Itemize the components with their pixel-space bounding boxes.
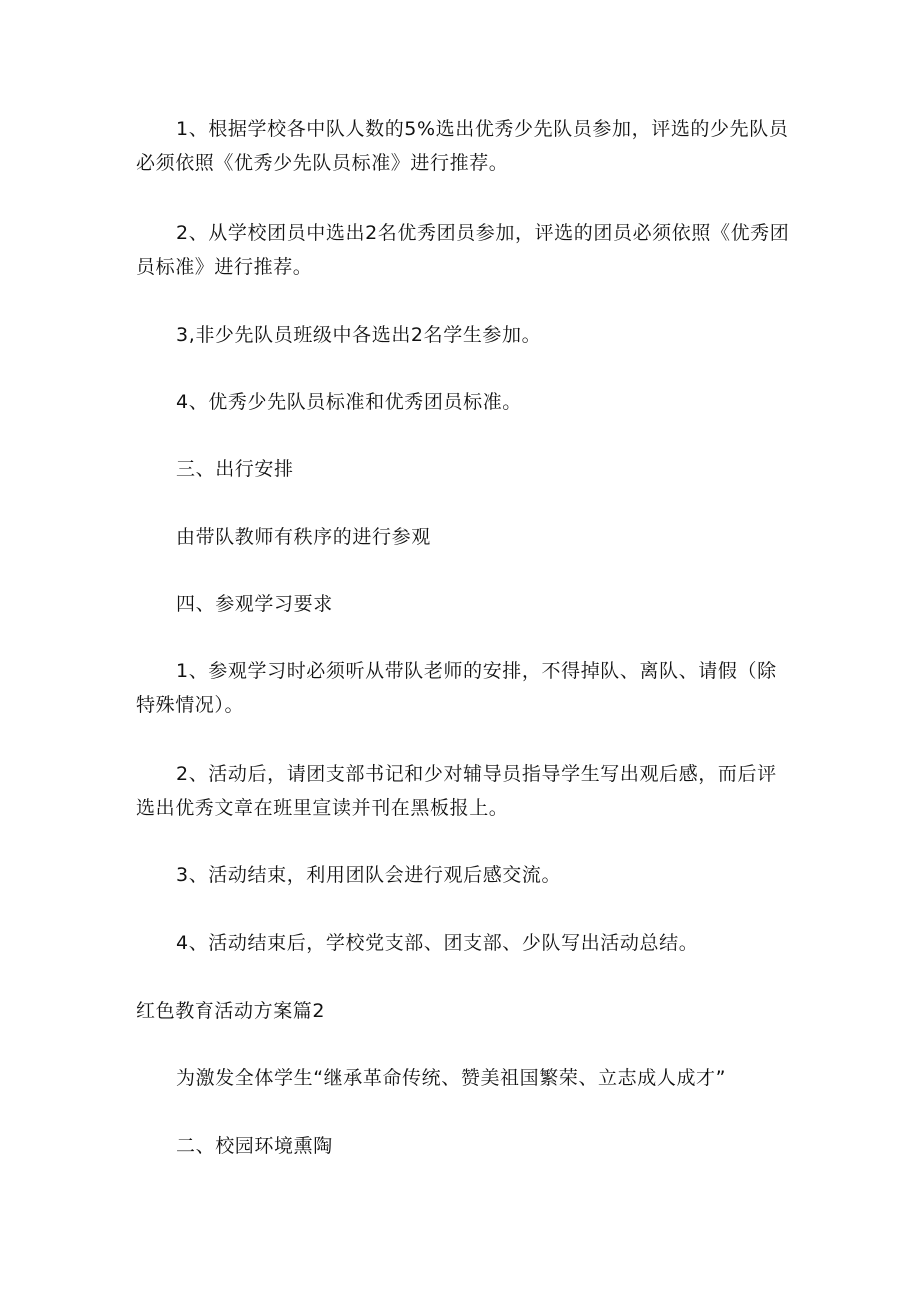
article-title: 红色教育活动方案篇2	[136, 1000, 326, 1022]
section-heading-travel: 三、出行安排	[176, 458, 294, 480]
paragraph-selection-rule-2: 2、从学校团员中选出2名优秀团员参加，评选的团员必须依照《优秀团员标准》进行推荐。	[136, 222, 790, 278]
paragraph-purpose: 为激发全体学生“继承革命传统、赞美祖国繁荣、立志成人成才”	[176, 1067, 727, 1089]
paragraph-travel-arrangement: 由带队教师有秩序的进行参观	[176, 526, 431, 548]
paragraph-requirement-3: 3、活动结束，利用团队会进行观后感交流。	[176, 864, 562, 886]
section-heading-campus: 二、校园环境熏陶	[176, 1135, 333, 1157]
paragraph-requirement-1: 1、参观学习时必须听从带队老师的安排，不得掉队、离队、请假（除特殊情况）。	[136, 660, 777, 716]
paragraph-selection-rule-4: 4、优秀少先队员标准和优秀团员标准。	[176, 391, 522, 413]
paragraph-requirement-2: 2、活动后，请团支部书记和少对辅导员指导学生写出观后感，而后评选出优秀文章在班里宣读并刊在黑板报上。	[136, 763, 777, 819]
paragraph-selection-rule-1: 1、根据学校各中队人数的5%选出优秀少先队员参加，评选的少先队员必须依照《优秀少先队员标准》进行推荐。	[136, 118, 789, 174]
paragraph-selection-rule-3: 3,非少先队员班级中各选出2名学生参加。	[176, 324, 542, 346]
section-heading-requirements: 四、参观学习要求	[176, 593, 333, 615]
paragraph-requirement-4: 4、活动结束后，学校党支部、团支部、少队写出活动总结。	[176, 932, 699, 954]
